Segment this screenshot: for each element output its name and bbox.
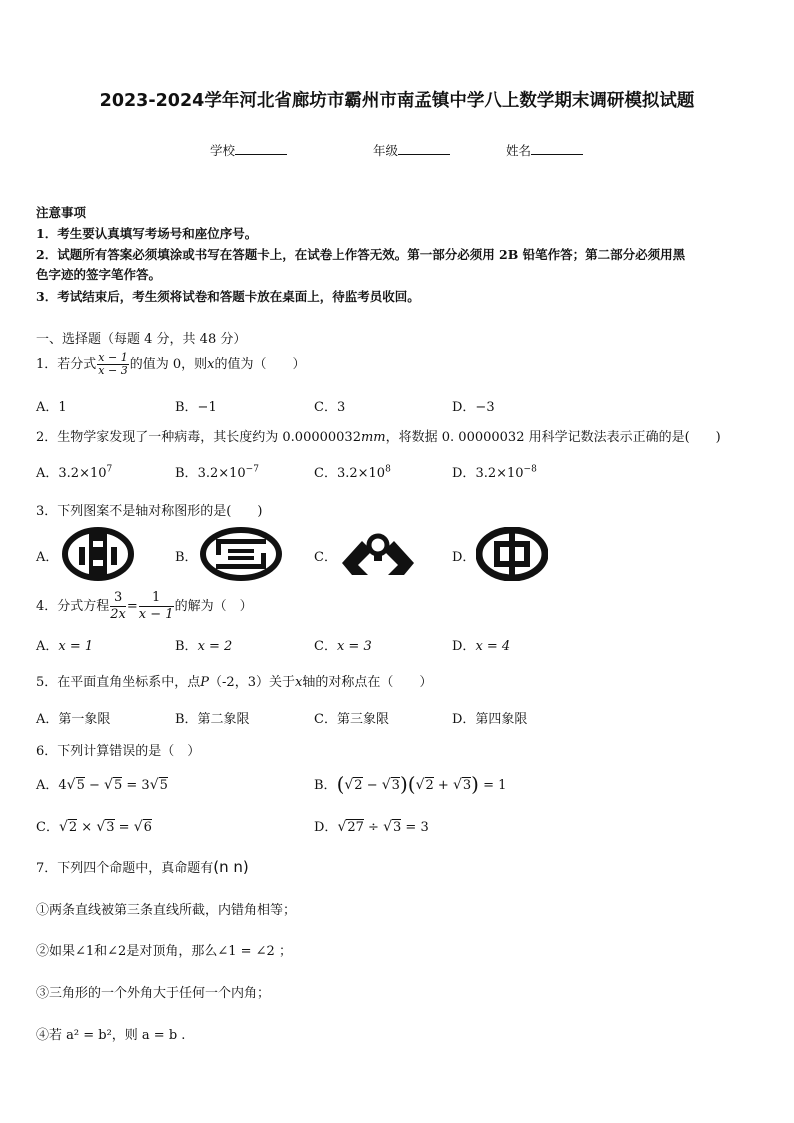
- q3-option-d-label[interactable]: D．: [452, 550, 476, 565]
- q5-mid: （-2，3）关于: [209, 675, 295, 690]
- q2-option-a[interactable]: [36, 462, 112, 481]
- q4-prefix: 4．分式方程: [36, 599, 110, 614]
- school-label: 学校: [210, 143, 236, 158]
- q1-numerator: x − 1: [98, 351, 128, 364]
- q2-b-base: 3.2×10: [197, 466, 246, 481]
- q7-statement-2: ②如果∠1和∠2是对顶角，那么∠1 = ∠2 ；: [36, 944, 292, 959]
- question-3: 3．下列图案不是轴对称图形的是( ): [36, 504, 263, 519]
- q6-option-a[interactable]: [36, 774, 168, 793]
- q4-c-label: C．: [314, 639, 337, 654]
- q6-option-d[interactable]: [314, 816, 429, 835]
- q2-d-label: D．: [452, 466, 476, 481]
- q3-logo-d-icon[interactable]: [476, 527, 548, 581]
- q4-left-den: 2x: [110, 607, 126, 622]
- q5-option-a[interactable]: A．第一象限: [36, 712, 111, 727]
- q2-b-label: B．: [175, 466, 198, 481]
- q5-point: P: [200, 675, 210, 690]
- q2-c-exp: 8: [385, 464, 391, 475]
- q7-statement-4: ④若 a² = b²，则 a = b .: [36, 1028, 186, 1043]
- q4-c-value: x = 3: [336, 639, 372, 654]
- page-title: 2023-2024学年河北省廊坊市霸州市南孟镇中学八上数学期末调研模拟试题: [99, 91, 695, 111]
- q3-option-c-label[interactable]: C．: [314, 550, 337, 565]
- grade-blank[interactable]: [398, 142, 450, 155]
- q6-option-b[interactable]: [314, 772, 506, 796]
- q1-prefix: 1．若分式: [36, 357, 97, 372]
- q5-option-d[interactable]: D．第四象限: [452, 712, 528, 727]
- q1-var: x: [207, 357, 215, 372]
- q5-option-c[interactable]: C．第三象限: [314, 712, 389, 727]
- question-1: [36, 352, 305, 377]
- q2-prefix: 2．生物学家发现了一种病毒，其长度约为 0.00000032: [36, 430, 361, 445]
- q3-logo-b-icon[interactable]: [200, 527, 282, 581]
- q2-b-exp: −7: [245, 464, 259, 475]
- q2-option-b[interactable]: [175, 462, 259, 481]
- school-field[interactable]: [210, 141, 287, 159]
- q4-option-c[interactable]: [314, 635, 372, 654]
- q5-axis: x: [294, 675, 303, 690]
- q4-a-value: x = 1: [58, 639, 94, 654]
- q1-text: 的值为 0，则: [129, 357, 208, 372]
- grade-field[interactable]: [373, 141, 450, 159]
- q7-statement-3: ③三角形的一个外角大于任何一个内角；: [36, 986, 271, 1001]
- name-label: 姓名: [506, 143, 532, 158]
- q4-option-a[interactable]: [36, 635, 93, 654]
- q7-statement-1: ①两条直线被第三条直线所截，内错角相等；: [36, 903, 297, 918]
- q3-option-b-label[interactable]: B．: [175, 550, 198, 565]
- q5-prefix: 5．在平面直角坐标系中，点: [36, 675, 201, 690]
- q6-option-c[interactable]: [36, 816, 152, 835]
- q4-suffix: 的解为（ ）: [174, 599, 253, 614]
- q1-option-c[interactable]: C．3: [314, 400, 346, 415]
- q2-c-label: C．: [314, 466, 337, 481]
- q6-b-expression: (√2 − √3)(√2 + √3) = 1: [336, 772, 507, 796]
- q2-option-d[interactable]: [452, 462, 537, 481]
- q7-text: 7．下列四个命题中，真命题有: [36, 861, 214, 876]
- q4-right-num: 1: [139, 590, 174, 607]
- q1-denominator: x − 3: [98, 364, 128, 377]
- q2-unit: mm: [360, 430, 386, 445]
- q2-c-base: 3.2×10: [336, 466, 386, 481]
- note-2a: 2．试题所有答案必须填涂或书写在答题卡上，在试卷上作答无效。第一部分必须用 2B 铅笔作答；第二部分必须用黑: [36, 247, 686, 262]
- q6-d-label: D．: [314, 820, 338, 835]
- q6-c-label: C．: [36, 820, 59, 835]
- q7-answer-blank[interactable]: (n n): [213, 858, 249, 876]
- q6-a-expression: 4√5 − √5 = 3√5: [58, 777, 168, 793]
- q4-d-value: x = 4: [475, 639, 511, 654]
- q4-b-label: B．: [175, 639, 198, 654]
- note-3: 3．考试结束后，考生须将试卷和答题卡放在桌面上，待监考员收回。: [36, 289, 420, 304]
- q2-a-label: A．: [36, 466, 59, 481]
- grade-label: 年级: [373, 143, 399, 158]
- school-blank[interactable]: [235, 142, 287, 155]
- notes-heading: 注意事项: [36, 205, 87, 220]
- q5-suffix: 轴的对称点在（ ）: [302, 675, 433, 690]
- question-6: 6．下列计算错误的是（ ）: [36, 744, 201, 759]
- q6-b-label: B．: [314, 778, 337, 793]
- q4-equals: =: [126, 599, 138, 614]
- q4-a-label: A．: [36, 639, 59, 654]
- q3-logo-c-icon[interactable]: [338, 527, 418, 581]
- q4-right-fraction: [139, 590, 174, 623]
- q6-d-expression: √27 ÷ √3 = 3: [337, 819, 429, 835]
- q2-d-exp: −8: [523, 464, 537, 475]
- q1-fraction: [97, 352, 128, 377]
- name-blank[interactable]: [531, 142, 583, 155]
- q2-option-c[interactable]: [314, 462, 391, 481]
- question-7: [36, 857, 249, 876]
- q5-option-b[interactable]: B．第二象限: [175, 712, 250, 727]
- q2-a-base: 3.2×10: [58, 466, 107, 481]
- q4-left-fraction: [110, 590, 126, 623]
- q2-suffix: ，将数据 0. 00000032 用科学记数法表示正确的是( ): [385, 430, 721, 445]
- q1-option-d[interactable]: D．−3: [452, 400, 495, 415]
- q4-left-num: 3: [110, 590, 126, 607]
- q4-option-d[interactable]: [452, 635, 510, 654]
- q2-d-base: 3.2×10: [475, 466, 524, 481]
- question-4: [36, 590, 253, 623]
- q1-option-b[interactable]: B．−1: [175, 400, 217, 415]
- q4-option-b[interactable]: [175, 635, 232, 654]
- name-field[interactable]: [506, 141, 583, 159]
- q4-d-label: D．: [452, 639, 476, 654]
- note-1: 1．考生要认真填写考场号和座位序号。: [36, 226, 258, 241]
- q6-a-label: A．: [36, 778, 59, 793]
- q4-b-value: x = 2: [197, 639, 233, 654]
- question-5: [36, 671, 432, 690]
- q4-right-den: x − 1: [138, 607, 174, 622]
- section-heading: 一、选择题（每题 4 分，共 48 分）: [36, 332, 247, 347]
- q1-option-a[interactable]: A．1: [36, 400, 67, 415]
- q6-c-expression: √2 × √3 = √6: [58, 819, 152, 835]
- q3-option-a-label[interactable]: A．: [36, 550, 59, 565]
- q2-a-exp: 7: [106, 464, 113, 475]
- note-2b: 色字迹的签字笔作答。: [36, 267, 162, 282]
- q3-logo-a-icon[interactable]: [62, 527, 134, 581]
- question-2: [36, 426, 721, 445]
- q1-suffix: 的值为（ ）: [214, 357, 306, 372]
